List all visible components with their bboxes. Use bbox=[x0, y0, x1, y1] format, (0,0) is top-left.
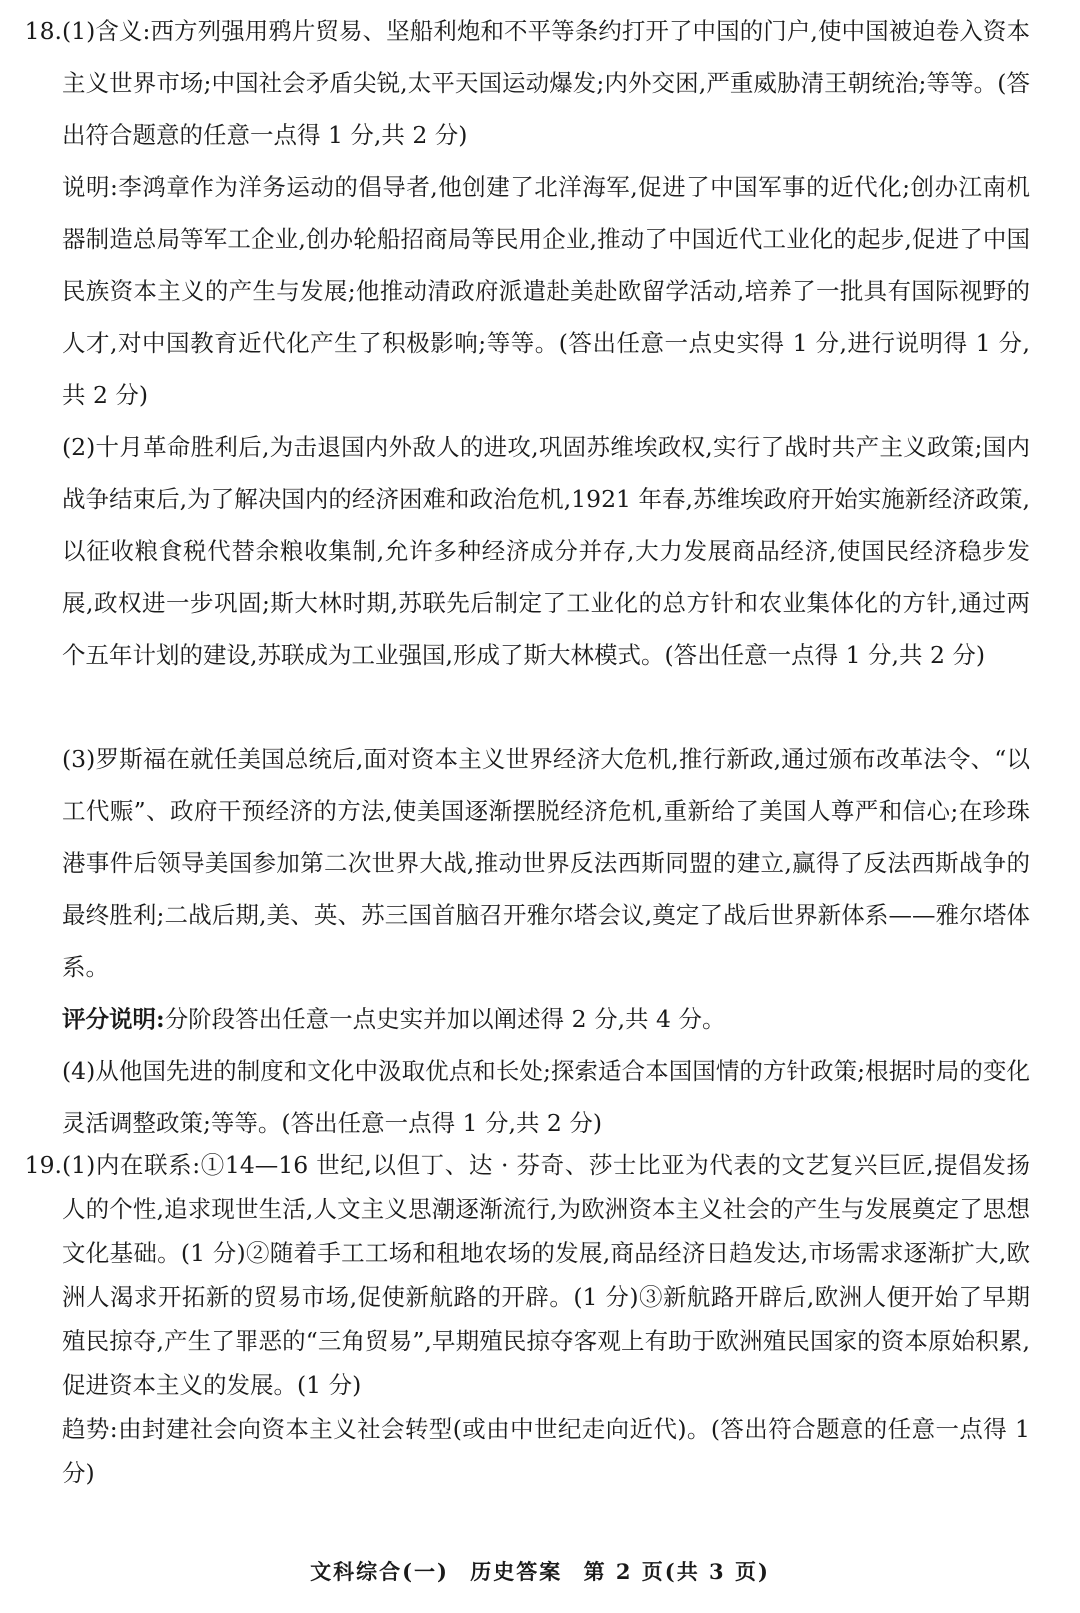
footer-answer: 历史答案 bbox=[470, 1559, 563, 1584]
scoring-label: 评分说明: bbox=[62, 1005, 165, 1033]
q19-part1: (1)内在联系:①14—16 世纪,以但丁、达 · 芬奇、莎士比亚为代表的文艺复兴巨匠,提倡发扬人的个性,追求现世生活,人文主义思潮逐渐流行,为欧洲资本主义社会的产生与发展奠定了思想文化基础。(1 分)②随着手工工场和租地农场的发展,商品经济日趋发达,市场需求逐渐扩大,欧洲人渴求开拓新的贸易市场,促使新航路的开辟。(1 分)③新航路开辟后,欧洲人便开始了早期殖民掠夺,产生了罪恶的“三角贸易”,早期殖民掠夺客观上有助于欧洲殖民国家的资本原始积累,促进资本主义的发展。(1 分) bbox=[62, 1151, 1030, 1399]
scoring-text: 分阶段答出任意一点史实并加以阐述得 2 分,共 4 分。 bbox=[164, 1005, 726, 1033]
q18-part3: (3)罗斯福在就任美国总统后,面对资本主义世界经济大危机,推行新政,通过颁布改革法令、“以工代赈”、政府干预经济的方法,使美国逐渐摆脱经济危机,重新给了美国人尊严和信心;在珍珠港事件后领导美国参加第二次世界大战,推动世界反法西斯同盟的建立,赢得了反法西斯战争的最终胜利;二战后期,美、英、苏三国首脑召开雅尔塔会议,奠定了战后世界新体系——雅尔塔体系。 bbox=[62, 745, 1030, 981]
footer-page-number: 第 2 页(共 3 页) bbox=[583, 1559, 770, 1584]
footer-subject: 文科综合(一) bbox=[310, 1559, 449, 1584]
page-footer bbox=[0, 1556, 1080, 1586]
q18-part1: (1)含义:西方列强用鸦片贸易、坚船利炮和不平等条约打开了中国的门户,使中国被迫卷入资本主义世界市场;中国社会矛盾尖锐,太平天国运动爆发;内外交困,严重威胁清王朝统治;等等。(答出符合题意的任意一点得 1 分,共 2 分) bbox=[62, 17, 1030, 149]
question-19-number: 19. bbox=[24, 1151, 62, 1179]
q19-trend: 趋势:由封建社会向资本主义社会转型(或由中世纪走向近代)。(答出符合题意的任意一点得 1 分) bbox=[62, 1415, 1030, 1487]
q18-part1-explanation: 说明:李鸿章作为洋务运动的倡导者,他创建了北洋海军,促进了中国军事的近代化;创办江南机器制造总局等军工企业,创办轮船招商局等民用企业,推动了中国近代工业化的起步,促进了中国民族资本主义的产生与发展;他推动清政府派遣赴美赴欧留学活动,培养了一批具有国际视野的人才,对中国教育近代化产生了积极影响;等等。(答出任意一点史实得 1 分,进行说明得 1 分,共 2 分) bbox=[62, 173, 1030, 409]
q18-part4: (4)从他国先进的制度和文化中汲取优点和长处;探索适合本国国情的方针政策;根据时局的变化灵活调整政策;等等。(答出任意一点得 1 分,共 2 分) bbox=[62, 1057, 1030, 1137]
q18-part2: (2)十月革命胜利后,为击退国内外敌人的进攻,巩固苏维埃政权,实行了战时共产主义政策;国内战争结束后,为了解决国内的经济困难和政治危机,1921 年春,苏维埃政府开始实施新经济政策,以征收粮食税代替余粮收集制,允许多种经济成分并存,大力发展商品经济,使国民经济稳步发展,政权进一步巩固;斯大林时期,苏联先后制定了工业化的总方针和农业集体化的方针,通过两个五年计划的建设,苏联成为工业强国,形成了斯大林模式。(答出任意一点得 1 分,共 2 分) bbox=[62, 433, 1030, 669]
question-18-number: 18. bbox=[24, 17, 62, 45]
q18-part3-scoring bbox=[62, 993, 1030, 1045]
